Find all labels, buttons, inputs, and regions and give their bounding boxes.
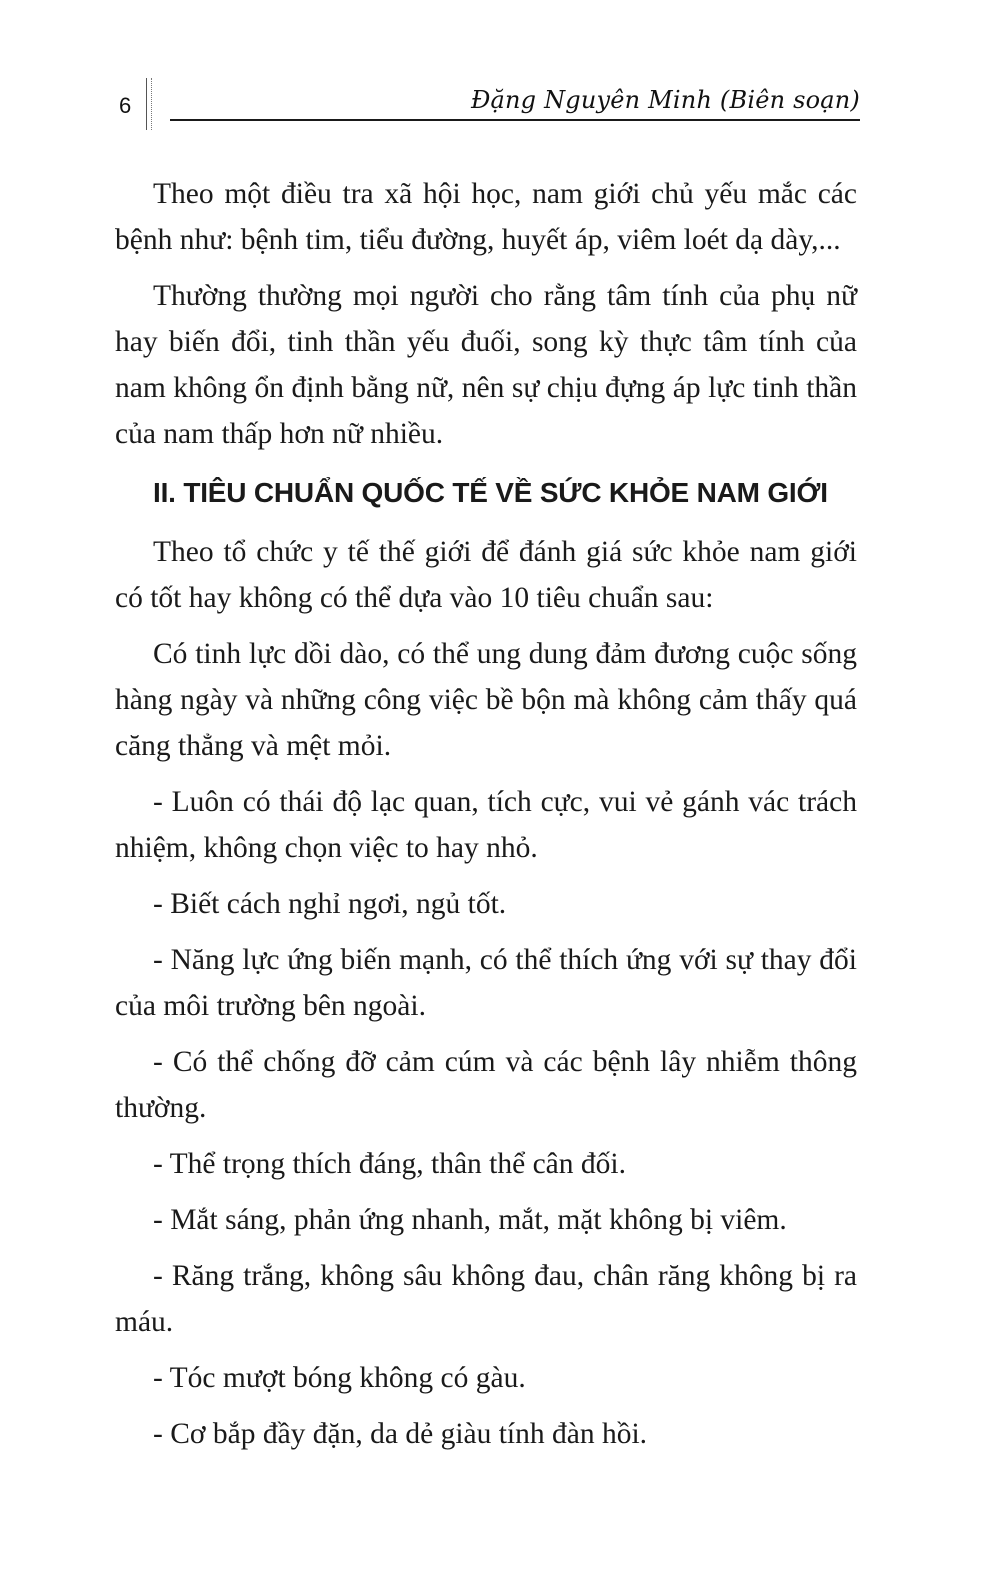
criteria-item: - Năng lực ứng biến mạnh, có thể thích ứng với sự thay đổi của môi trường bên ngoài. xyxy=(115,944,857,1022)
header-rule xyxy=(170,119,860,121)
body-paragraph: Theo một điều tra xã hội học, nam giới chủ yếu mắc các bệnh như: bệnh tim, tiểu đường, huyết áp, viêm loét dạ dày,... xyxy=(115,178,857,256)
criteria-item: - Mắt sáng, phản ứng nhanh, mắt, mặt không bị viêm. xyxy=(153,1204,787,1236)
body-paragraph: Thường thường mọi người cho rằng tâm tính của phụ nữ hay biến đổi, tinh thần yếu đuối, song kỳ thực tâm tính của nam không ổn định bằng nữ, nên sự chịu đựng áp lực tinh thần của nam thấp hơn nữ nhiều. xyxy=(115,280,857,450)
criteria-item: - Biết cách nghỉ ngơi, ngủ tốt. xyxy=(153,888,507,920)
page-number: 6 xyxy=(119,93,132,118)
criteria-item: - Tóc mượt bóng không có gàu. xyxy=(153,1362,526,1394)
criteria-item: - Luôn có thái độ lạc quan, tích cực, vui vẻ gánh vác trách nhiệm, không chọn việc to hay nhỏ. xyxy=(115,786,857,864)
criteria-item: - Có thể chống đỡ cảm cúm và các bệnh lây nhiễm thông thường. xyxy=(115,1046,857,1124)
running-title: Đặng Nguyên Minh (Biên soạn) xyxy=(470,86,860,114)
header-divider xyxy=(146,78,152,130)
page-header xyxy=(115,78,860,128)
section-heading: II. TIÊU CHUẨN QUỐC TẾ VỀ SỨC KHỎE NAM GIỚI xyxy=(153,477,828,508)
criteria-item: - Răng trắng, không sâu không đau, chân răng không bị ra máu. xyxy=(115,1260,857,1338)
body-paragraph: Theo tổ chức y tế thế giới để đánh giá sức khỏe nam giới có tốt hay không có thể dựa vào 10 tiêu chuẩn sau: xyxy=(115,536,857,614)
body-paragraph: Có tinh lực dồi dào, có thể ung dung đảm đương cuộc sống hàng ngày và những công việc bề bộn mà không cảm thấy quá căng thẳng và mệt mỏi. xyxy=(115,638,857,762)
criteria-item: - Thể trọng thích đáng, thân thể cân đối. xyxy=(153,1148,626,1180)
page-body xyxy=(115,171,857,1467)
criteria-item: - Cơ bắp đầy đặn, da dẻ giàu tính đàn hồi. xyxy=(153,1418,648,1450)
